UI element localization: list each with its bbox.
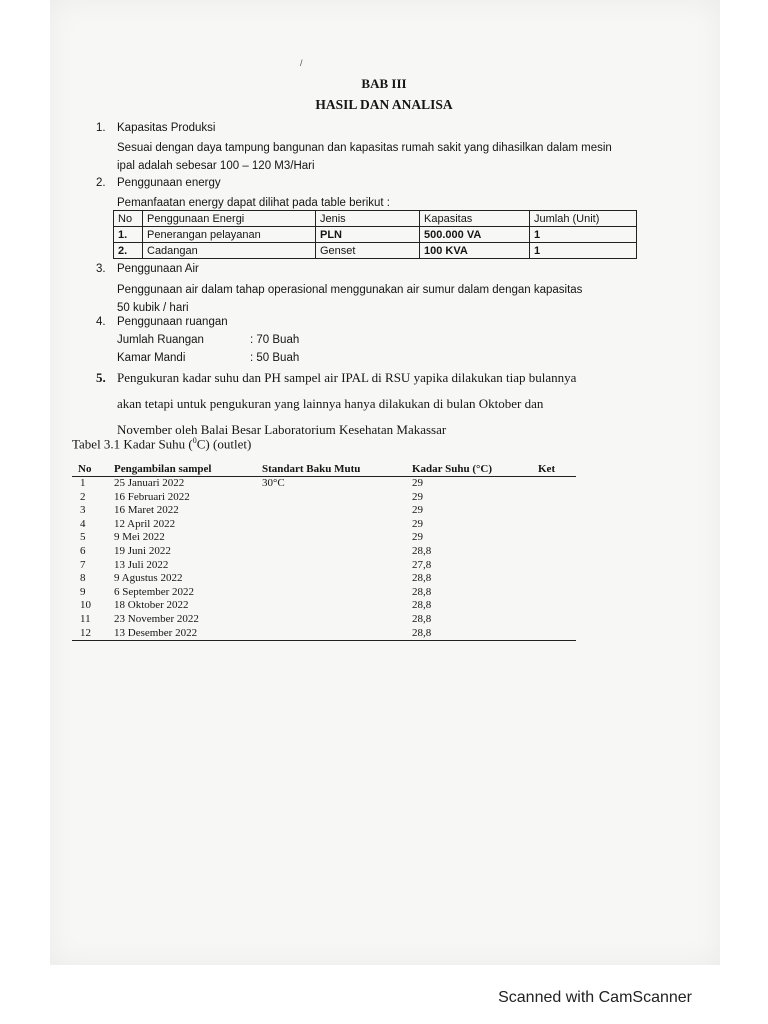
table-cell: 29 <box>412 504 423 517</box>
caption-text: C) (outlet) <box>196 436 252 452</box>
table-cell <box>538 613 576 627</box>
table-cell: 1 <box>530 243 637 259</box>
table-cell: 28,8 <box>412 585 432 598</box>
temperature-table-body <box>72 477 576 641</box>
table-cell: 29 <box>412 490 423 503</box>
section-line: ipal adalah sebesar 100 – 120 M3/Hari <box>117 160 315 172</box>
section-line: akan tetapi untuk pengukuran yang lainnya hanya dilakukan di bulan Oktober dan <box>117 396 544 411</box>
table-cell <box>262 518 412 532</box>
table-header-cell: No <box>114 211 143 227</box>
table-cell: 23 November 2022 <box>114 612 199 625</box>
section-number: 1. <box>96 122 106 134</box>
table-cell <box>538 491 576 505</box>
table-header-row <box>72 462 576 477</box>
section-title: Penggunaan energy <box>117 177 221 189</box>
table-header-cell: Jumlah (Unit) <box>530 211 637 227</box>
table-cell: PLN <box>316 227 420 243</box>
table-cell <box>538 518 576 532</box>
temperature-table <box>72 462 576 641</box>
table-row <box>72 531 576 545</box>
table-cell: Penerangan pelayanan <box>143 227 316 243</box>
table-cell: 28,8 <box>412 599 432 612</box>
table-cell: 16 Maret 2022 <box>114 504 179 517</box>
table-cell <box>262 613 412 627</box>
table-cell: 8 <box>80 572 86 585</box>
table-row <box>72 504 576 518</box>
caption-text: Tabel 3.1 Kadar Suhu ( <box>72 436 193 452</box>
table-header-cell: Ket <box>538 462 576 477</box>
table-cell: 18 Oktober 2022 <box>114 599 189 612</box>
section-line: Penggunaan air dalam tahap operasional menggunakan air sumur dalam dengan kapasitas <box>117 284 583 296</box>
scanner-watermark: Scanned with CamScanner <box>498 989 692 1006</box>
table-cell: Cadangan <box>143 243 316 259</box>
table-cell: 13 Juli 2022 <box>114 558 169 571</box>
table-cell <box>262 559 412 573</box>
table-cell: 28,8 <box>412 544 432 557</box>
energy-usage-table <box>113 210 637 259</box>
table-cell <box>538 559 576 573</box>
table-header-row <box>114 211 637 227</box>
table-cell: 27,8 <box>412 558 432 571</box>
table-header-cell: No <box>72 462 114 477</box>
table-cell <box>262 491 412 505</box>
table-cell: 6 <box>80 544 86 557</box>
table-cell: 1 <box>530 227 637 243</box>
table-cell: 29 <box>412 517 423 530</box>
table-cell <box>538 477 576 491</box>
section-title: Kapasitas Produksi <box>117 122 216 134</box>
table-row <box>72 586 576 600</box>
table-cell: 1 <box>80 477 86 489</box>
table-row <box>72 545 576 559</box>
section-line: November oleh Balai Besar Laboratorium Kesehatan Makassar <box>117 422 447 437</box>
table-row <box>72 613 576 627</box>
table-cell: 28,8 <box>412 572 432 585</box>
section-number: 5. <box>96 370 106 385</box>
table-cell: 2 <box>80 490 86 503</box>
section-line: Sesuai dengan daya tampung bangunan dan kapasitas rumah sakit yang dihasilkan dalam mesin <box>117 142 612 154</box>
table-cell: 30°C <box>262 477 285 489</box>
item-value: : 70 Buah <box>250 334 300 346</box>
table-header-cell: Pengambilan sampel <box>114 462 262 477</box>
table-cell <box>262 599 412 613</box>
table-cell: 28,8 <box>412 627 538 641</box>
section-title: Penggunaan ruangan <box>117 316 228 328</box>
list-item <box>117 350 299 366</box>
section-line: Pemanfaatan energy dapat dilihat pada table berikut : <box>117 197 390 209</box>
table-cell: 2. <box>114 243 143 259</box>
chapter-title: HASIL DAN ANALISA <box>315 97 453 112</box>
table-cell <box>262 572 412 586</box>
caption-superscript: 0 <box>192 436 197 445</box>
chapter-number: BAB III <box>361 76 407 91</box>
table-cell <box>538 627 576 641</box>
table-cell: 16 Februari 2022 <box>114 490 190 503</box>
list-item <box>117 332 299 348</box>
table-cell <box>262 504 412 518</box>
item-label: Jumlah Ruangan <box>117 334 204 346</box>
table-cell <box>262 531 412 545</box>
item-value: : 50 Buah <box>250 352 300 364</box>
table-cell: 1. <box>114 227 143 243</box>
section-number: 2. <box>96 177 106 189</box>
table-cell: 9 Agustus 2022 <box>114 572 183 585</box>
table-cell <box>262 627 412 641</box>
table-cell: 29 <box>412 477 423 489</box>
table-row <box>114 243 637 259</box>
table-header-cell: Penggunaan Energi <box>143 211 316 227</box>
table-row <box>72 599 576 613</box>
table-cell <box>538 572 576 586</box>
table-cell <box>538 504 576 518</box>
table-cell: 6 September 2022 <box>114 585 195 598</box>
table-row <box>72 477 576 491</box>
table-cell: 10 <box>80 599 91 612</box>
table-cell: 11 <box>80 612 91 625</box>
table-cell <box>538 545 576 559</box>
table-row <box>72 559 576 573</box>
table-cell: 3 <box>80 504 86 517</box>
table-row <box>72 572 576 586</box>
table-cell: 500.000 VA <box>420 227 530 243</box>
table-row <box>72 491 576 505</box>
table-cell: 4 <box>80 517 86 530</box>
table-header-cell: Jenis <box>316 211 420 227</box>
table-cell <box>538 599 576 613</box>
table-row <box>72 518 576 532</box>
table-cell <box>262 586 412 600</box>
table-cell: 5 <box>80 531 86 544</box>
table-caption <box>72 436 251 452</box>
table-cell: 29 <box>412 531 423 544</box>
table-cell: 9 Mei 2022 <box>114 531 165 544</box>
table-cell: 19 Juni 2022 <box>114 544 171 557</box>
table-cell: 28,8 <box>412 612 432 625</box>
table-header-cell: Standart Baku Mutu <box>262 462 412 477</box>
table-cell <box>538 531 576 545</box>
table-cell: 25 Januari 2022 <box>114 477 185 489</box>
section-number: 4. <box>96 316 106 328</box>
table-cell: 9 <box>80 585 86 598</box>
section-line: 50 kubik / hari <box>117 302 189 314</box>
item-label: Kamar Mandi <box>117 352 186 364</box>
table-row <box>72 627 576 641</box>
section-number: 3. <box>96 263 106 275</box>
table-cell: 12 April 2022 <box>114 517 176 530</box>
table-row <box>114 227 637 243</box>
table-cell: 13 Desember 2022 <box>114 627 262 641</box>
table-header-cell: Kadar Suhu (°C) <box>412 462 538 477</box>
table-cell: 12 <box>72 627 114 641</box>
pen-mark: / <box>300 58 303 68</box>
section-title: Penggunaan Air <box>117 263 199 275</box>
table-header-cell: Kapasitas <box>420 211 530 227</box>
table-cell <box>262 545 412 559</box>
table-cell: 100 KVA <box>420 243 530 259</box>
table-cell: Genset <box>316 243 420 259</box>
table-cell <box>538 586 576 600</box>
table-cell: 7 <box>80 558 86 571</box>
section-line: Pengukuran kadar suhu dan PH sampel air IPAL di RSU yapika dilakukan tiap bulannya <box>117 370 577 385</box>
